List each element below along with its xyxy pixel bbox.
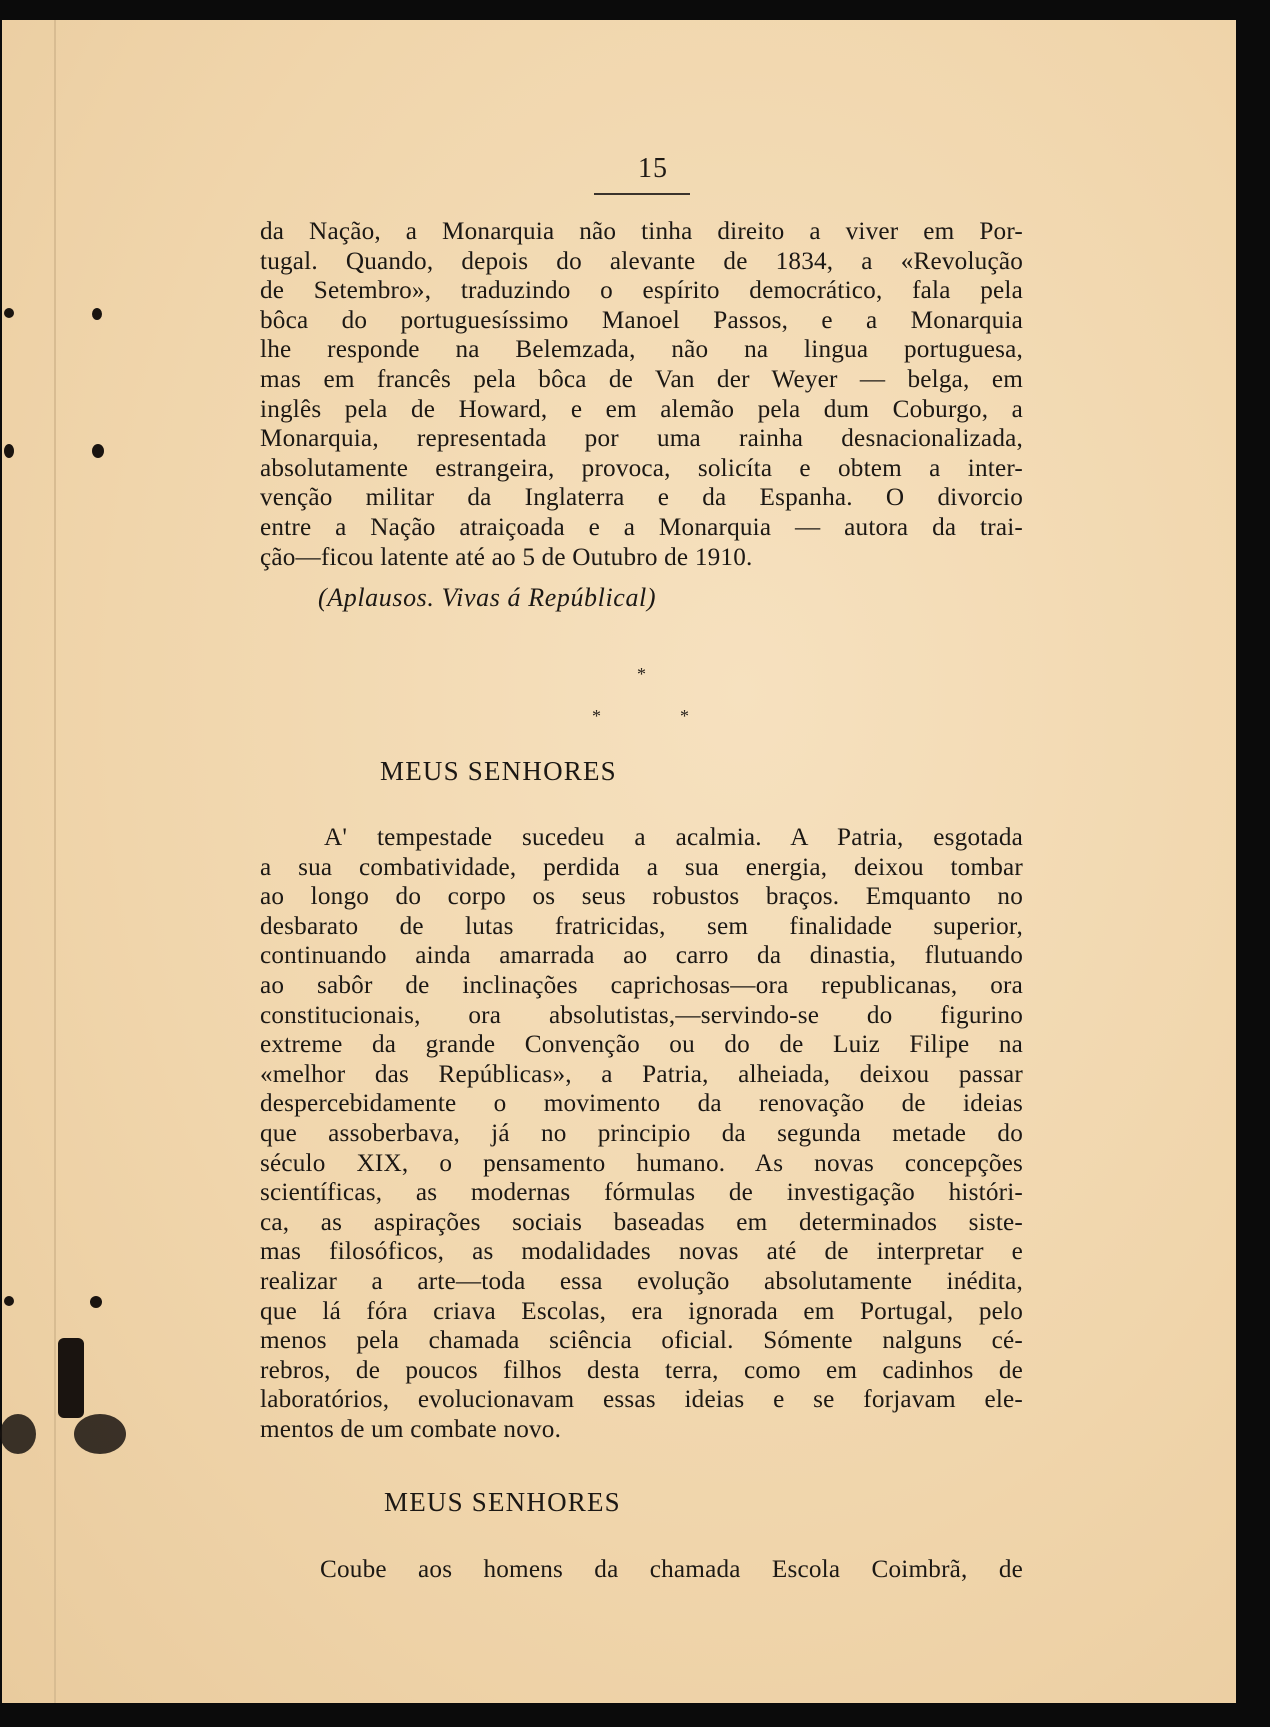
section-heading: MEUS SENHORES xyxy=(384,1487,621,1517)
binding-hole xyxy=(58,1338,84,1418)
separator-star: * xyxy=(680,706,689,726)
text-line: realizar a arte—toda essa evolução absolutamente inédita, xyxy=(260,1267,1023,1295)
text-line: desbarato de lutas fratricidas, sem finalidade superior, xyxy=(260,912,1023,940)
separator-star: * xyxy=(592,706,601,726)
page-number-rule xyxy=(594,193,690,195)
binding-hole xyxy=(4,444,14,458)
paragraph-2 xyxy=(260,823,1023,1444)
binding-hole xyxy=(74,1414,126,1454)
text-line: que lá fóra criava Escolas, era ignorada em Portugal, pelo xyxy=(260,1297,1023,1325)
text-line: mentos de um combate novo. xyxy=(260,1415,562,1443)
text-line: ca, as aspirações sociais baseadas em determinados siste- xyxy=(260,1208,1023,1236)
text-line: A' tempestade sucedeu a acalmia. A Patria, esgotada xyxy=(324,824,1023,851)
text-line: «melhor das Repúblicas», a Patria, alheiada, deixou passar xyxy=(260,1060,1023,1088)
binding-gutter xyxy=(54,20,56,1703)
text-line: ção—ficou latente até ao 5 de Outubro de 1910. xyxy=(260,543,753,571)
text-line: menos pela chamada sciência oficial. Sómente nalguns cé- xyxy=(260,1327,1023,1355)
page-number: 15 xyxy=(638,153,668,184)
text-line: constitucionais, ora absolutistas,—servindo-se do figurino xyxy=(260,1001,1023,1029)
text-line: rebros, de poucos filhos desta terra, como em cadinhos de xyxy=(260,1356,1023,1384)
binding-hole xyxy=(4,1296,14,1306)
text-line: da Nação, a Monarquia não tinha direito a viver em Por- xyxy=(260,218,1023,245)
text-line: laboratórios, evolucionavam essas ideias e se forjavam ele- xyxy=(260,1386,1023,1414)
binding-hole xyxy=(92,308,102,320)
text-line: Monarquia, representada por uma rainha desnacionalizada, xyxy=(260,425,1023,453)
text-line: que assoberbava, já no principio da segunda metade do xyxy=(260,1119,1023,1147)
text-line: mas filosóficos, as modalidades novas até de interpretar e xyxy=(260,1238,1023,1266)
applause-note: (Aplausos. Vivas á Repúblical) xyxy=(318,583,657,612)
binding-hole xyxy=(92,444,104,458)
section-heading: MEUS SENHORES xyxy=(380,756,617,786)
text-line: despercebidamente o movimento da renovação de ideias xyxy=(260,1090,1023,1118)
text-line: scientíficas, as modernas fórmulas de investigação históri- xyxy=(260,1179,1023,1207)
binding-hole xyxy=(0,1414,36,1454)
text-line: ao sabôr de inclinações caprichosas—ora republicanas, ora xyxy=(260,971,1023,999)
paragraph-3 xyxy=(260,1555,1023,1585)
text-line: continuando ainda amarrada ao carro da dinastia, flutuando xyxy=(260,942,1023,970)
binding-hole xyxy=(4,308,14,318)
text-line: extreme da grande Convenção ou do de Luiz Filipe na xyxy=(260,1031,1023,1059)
text-line: absolutamente estrangeira, provoca, solicíta e obtem a inter- xyxy=(260,454,1023,482)
text-line: venção militar da Inglaterra e da Espanha. O divorcio xyxy=(260,484,1023,512)
text-line: inglês pela de Howard, e em alemão pela dum Coburgo, a xyxy=(260,395,1023,423)
text-line: tugal. Quando, depois do alevante de 1834, a «Revolução xyxy=(260,247,1023,275)
text-line: ao longo do corpo os seus robustos braços. Emquanto no xyxy=(260,883,1023,911)
paragraph-1 xyxy=(260,217,1023,572)
text-line: século XIX, o pensamento humano. As novas concepções xyxy=(260,1149,1023,1177)
text-line: Coube aos homens da chamada Escola Coimbrã, de xyxy=(320,1556,1023,1583)
text-line: lhe responde na Belemzada, não na lingua portuguesa, xyxy=(260,336,1023,364)
text-line: a sua combatividade, perdida a sua energia, deixou tombar xyxy=(260,853,1023,881)
text-line: mas em francês pela bôca de Van der Weyer — belga, em xyxy=(260,365,1023,393)
text-line: bôca do portuguesíssimo Manoel Passos, e a Monarquia xyxy=(260,306,1023,334)
text-line: entre a Nação atraiçoada e a Monarquia — autora da trai- xyxy=(260,513,1023,541)
text-line: de Setembro», traduzindo o espírito democrático, fala pela xyxy=(260,277,1023,305)
separator-star: * xyxy=(637,664,646,684)
binding-hole xyxy=(90,1296,102,1308)
